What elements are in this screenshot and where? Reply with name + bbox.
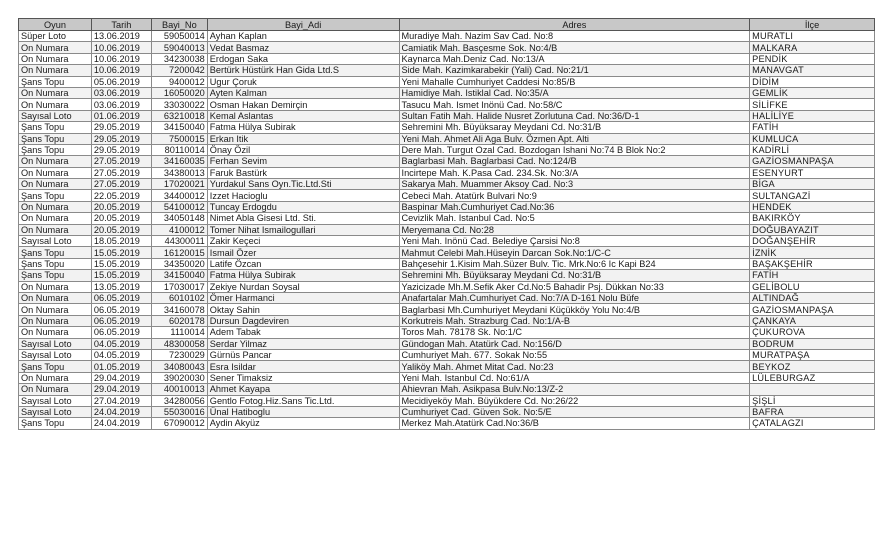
table-row — [19, 349, 875, 360]
bayi-adi-cell: Erdogan Saka — [207, 53, 399, 64]
column-header-ilce: İlçe — [750, 19, 875, 31]
table-row — [19, 315, 875, 326]
bayi-adi-cell: Ferhan Sevim — [207, 156, 399, 167]
oyun-cell: On Numara — [19, 327, 92, 338]
bayi-adi-cell: Fatma Hülya Subirak — [207, 122, 399, 133]
bayi-no-cell: 7200042 — [151, 65, 207, 76]
tarih-cell: 24.04.2019 — [91, 406, 151, 417]
ilce-cell: BAKIRKÖY — [750, 213, 875, 224]
oyun-cell: Sayısal Loto — [19, 110, 92, 121]
bayi-no-cell: 7500015 — [151, 133, 207, 144]
adres-cell: Yaliköy Mah. Ahmet Mitat Cad. No:23 — [399, 361, 750, 372]
bayi-no-cell: 34150040 — [151, 270, 207, 281]
tarih-cell: 29.04.2019 — [91, 372, 151, 383]
ilce-cell: BODRUM — [750, 338, 875, 349]
bayi-no-cell: 34160078 — [151, 304, 207, 315]
oyun-cell: Şans Topu — [19, 144, 92, 155]
adres-cell: Baglarbasi Mh.Cumhuriyet Meydani Küçükköy Yolu No:4/B — [399, 304, 750, 315]
table-row — [19, 53, 875, 64]
bayi-no-cell: 55030016 — [151, 406, 207, 417]
bayi-adi-cell: Gentlo Fotog.Hiz.Sans Tic.Ltd. — [207, 395, 399, 406]
table-row — [19, 327, 875, 338]
oyun-cell: Sayısal Loto — [19, 406, 92, 417]
adres-cell: Baglarbasi Mah. Baglarbasi Cad. No:124/B — [399, 156, 750, 167]
adres-cell: Anafartalar Mah.Cumhuriyet Cad. No:7/A D-161 Nolu Büfe — [399, 292, 750, 303]
table-row — [19, 270, 875, 281]
tarih-cell: 15.05.2019 — [91, 247, 151, 258]
adres-cell: Mahmut Celebi Mah.Hüseyin Darcan Sok.No:1/C-C — [399, 247, 750, 258]
tarih-cell: 10.06.2019 — [91, 65, 151, 76]
oyun-cell: On Numara — [19, 384, 92, 395]
tarih-cell: 22.05.2019 — [91, 190, 151, 201]
table-row — [19, 292, 875, 303]
ilce-cell — [750, 384, 875, 395]
tarih-cell: 29.05.2019 — [91, 133, 151, 144]
table-row — [19, 361, 875, 372]
ilce-cell: İZNİK — [750, 247, 875, 258]
bayi-adi-cell: Zekiye Nurdan Soysal — [207, 281, 399, 292]
table-row — [19, 156, 875, 167]
ilce-cell: MALKARA — [750, 42, 875, 53]
tarih-cell: 03.06.2019 — [91, 87, 151, 98]
adres-cell: Sehremini Mh. Büyüksaray Meydani Cd. No:31/B — [399, 122, 750, 133]
bayi-adi-cell: Serdar Yilmaz — [207, 338, 399, 349]
table-row — [19, 224, 875, 235]
tarih-cell: 20.05.2019 — [91, 224, 151, 235]
ilce-cell: DİDİM — [750, 76, 875, 87]
oyun-cell: On Numara — [19, 156, 92, 167]
adres-cell: Muradiye Mah. Nazim Sav Cad. No:8 — [399, 31, 750, 42]
bayi-no-cell: 67090012 — [151, 418, 207, 429]
bayi-adi-cell: Zakir Keçeci — [207, 236, 399, 247]
tarih-cell: 06.05.2019 — [91, 292, 151, 303]
ilce-cell: FATİH — [750, 270, 875, 281]
bayi-no-cell: 48300058 — [151, 338, 207, 349]
bayi-adi-cell: Sener Timaksiz — [207, 372, 399, 383]
ilce-cell: ÇUKUROVA — [750, 327, 875, 338]
tarih-cell: 29.05.2019 — [91, 144, 151, 155]
oyun-cell: On Numara — [19, 315, 92, 326]
adres-cell: Gündogan Mah. Atatürk Cad. No:156/D — [399, 338, 750, 349]
tarih-cell: 05.06.2019 — [91, 76, 151, 87]
adres-cell: Korkutreis Mah. Strazburg Cad. No:1/A-B — [399, 315, 750, 326]
bayi-no-cell: 34380013 — [151, 167, 207, 178]
oyun-cell: Şans Topu — [19, 122, 92, 133]
adres-cell: Sehremini Mh. Büyüksaray Meydani Cd. No:31/B — [399, 270, 750, 281]
ilce-cell: MURATPAŞA — [750, 349, 875, 360]
oyun-cell: On Numara — [19, 42, 92, 53]
bayi-no-cell: 1110014 — [151, 327, 207, 338]
bayi-adi-cell: Dursun Dagdeviren — [207, 315, 399, 326]
bayi-adi-cell: Ahmet Kayapa — [207, 384, 399, 395]
oyun-cell: Şans Topu — [19, 258, 92, 269]
ilce-cell: ESENYURT — [750, 167, 875, 178]
adres-cell: Side Mah. Kazimkarabekir (Yali) Cad. No:21/1 — [399, 65, 750, 76]
adres-cell: Yeni Mah. Inönü Cad. Belediye Çarsisi No:8 — [399, 236, 750, 247]
bayi-no-cell: 16120015 — [151, 247, 207, 258]
bayi-adi-cell: Esra Isildar — [207, 361, 399, 372]
table-row — [19, 304, 875, 315]
bayi-no-cell: 39020030 — [151, 372, 207, 383]
adres-cell: Yeni Mahalle Cumhuriyet Caddesi No:85/B — [399, 76, 750, 87]
header-row — [19, 19, 875, 31]
tarih-cell: 20.05.2019 — [91, 201, 151, 212]
bayi-adi-cell: Ayten Kalman — [207, 87, 399, 98]
table-row — [19, 133, 875, 144]
tarih-cell: 27.05.2019 — [91, 179, 151, 190]
bayi-adi-cell: Ismail Özer — [207, 247, 399, 258]
table-row — [19, 418, 875, 429]
adres-cell: Incirtepe Mah. K.Pasa Cad. 234.Sk. No:3/A — [399, 167, 750, 178]
bayi-no-cell: 59050014 — [151, 31, 207, 42]
ilce-cell: ŞİŞLİ — [750, 395, 875, 406]
oyun-cell: On Numara — [19, 179, 92, 190]
tarih-cell: 04.05.2019 — [91, 338, 151, 349]
ilce-cell: KUMLUCA — [750, 133, 875, 144]
oyun-cell: Şans Topu — [19, 133, 92, 144]
bayi-adi-cell: Tomer Nihat Ismailogullari — [207, 224, 399, 235]
bayi-no-cell: 34350020 — [151, 258, 207, 269]
bayi-adi-cell: Latife Özcan — [207, 258, 399, 269]
oyun-cell: On Numara — [19, 372, 92, 383]
ilce-cell: BAŞAKŞEHİR — [750, 258, 875, 269]
table-body — [19, 31, 875, 430]
tarih-cell: 15.05.2019 — [91, 258, 151, 269]
bayi-adi-cell: Erkan Itik — [207, 133, 399, 144]
bayi-no-cell: 6010102 — [151, 292, 207, 303]
bayi-no-cell: 34150040 — [151, 122, 207, 133]
ilce-cell: GAZİOSMANPAŞA — [750, 304, 875, 315]
tarih-cell: 04.05.2019 — [91, 349, 151, 360]
tarih-cell: 01.06.2019 — [91, 110, 151, 121]
ilce-cell: HALİLİYE — [750, 110, 875, 121]
table-row — [19, 99, 875, 110]
table-row — [19, 110, 875, 121]
table-row — [19, 201, 875, 212]
tarih-cell: 13.06.2019 — [91, 31, 151, 42]
bayi-adi-cell: Izzet Hacioglu — [207, 190, 399, 201]
bayi-no-cell: 34050148 — [151, 213, 207, 224]
oyun-cell: Şans Topu — [19, 247, 92, 258]
bayi-no-cell: 40010013 — [151, 384, 207, 395]
tarih-cell: 27.04.2019 — [91, 395, 151, 406]
table-row — [19, 406, 875, 417]
adres-cell: Toros Mah. 78178 Sk. No:1/C — [399, 327, 750, 338]
oyun-cell: On Numara — [19, 87, 92, 98]
bayi-no-cell: 34280056 — [151, 395, 207, 406]
ilce-cell: KADİRLİ — [750, 144, 875, 155]
oyun-cell: On Numara — [19, 99, 92, 110]
bayi-adi-cell: Fatma Hülya Subirak — [207, 270, 399, 281]
bayi-adi-cell: Ömer Harmanci — [207, 292, 399, 303]
table-row — [19, 213, 875, 224]
bayi-no-cell: 44300011 — [151, 236, 207, 247]
bayi-adi-cell: Faruk Bastürk — [207, 167, 399, 178]
oyun-cell: On Numara — [19, 224, 92, 235]
bayi-no-cell: 59040013 — [151, 42, 207, 53]
tarih-cell: 29.04.2019 — [91, 384, 151, 395]
column-header-adres: Adres — [399, 19, 750, 31]
bayi-adi-cell: Bertürk Hüstürk Han Gida Ltd.S — [207, 65, 399, 76]
ilce-cell: BAFRA — [750, 406, 875, 417]
adres-cell: Merkez Mah.Atatürk Cad.No:36/B — [399, 418, 750, 429]
tarih-cell: 15.05.2019 — [91, 270, 151, 281]
ilce-cell: ÇANKAYA — [750, 315, 875, 326]
tarih-cell: 03.06.2019 — [91, 99, 151, 110]
adres-cell: Mecidiyeköy Mah. Büyükdere Cd. No:26/22 — [399, 395, 750, 406]
bayi-no-cell: 17030017 — [151, 281, 207, 292]
adres-cell: Cebeci Mah. Atatürk Bulvari No:9 — [399, 190, 750, 201]
bayi-adi-cell: Osman Hakan Demirçin — [207, 99, 399, 110]
column-header-bayi-adi: Bayi_Adi — [207, 19, 399, 31]
oyun-cell: On Numara — [19, 281, 92, 292]
bayi-no-cell: 54100012 — [151, 201, 207, 212]
ilce-cell: DOĞANŞEHİR — [750, 236, 875, 247]
tarih-cell: 18.05.2019 — [91, 236, 151, 247]
oyun-cell: Şans Topu — [19, 418, 92, 429]
bayi-adi-cell: Oktay Sahin — [207, 304, 399, 315]
bayi-adi-cell: Nimet Abla Gisesi Ltd. Sti. — [207, 213, 399, 224]
bayi-no-cell: 33030022 — [151, 99, 207, 110]
ilce-cell: BEYKOZ — [750, 361, 875, 372]
ilce-cell: DOĞUBAYAZIT — [750, 224, 875, 235]
tarih-cell: 10.06.2019 — [91, 53, 151, 64]
tarih-cell: 29.05.2019 — [91, 122, 151, 133]
bayi-adi-cell: Kemal Aslantas — [207, 110, 399, 121]
adres-cell: Baspinar Mah.Cumhuriyet Cad.No:36 — [399, 201, 750, 212]
ilce-cell: ALTINDAĞ — [750, 292, 875, 303]
ilce-cell: SULTANGAZİ — [750, 190, 875, 201]
adres-cell: Yazicizade Mh.M.Sefik Aker Cd.No:5 Bahadir Psj. Dükkan No:33 — [399, 281, 750, 292]
bayi-no-cell: 6020178 — [151, 315, 207, 326]
adres-cell: Cumhuriyet Cad. Güven Sok. No:5/E — [399, 406, 750, 417]
oyun-cell: Şans Topu — [19, 270, 92, 281]
table-row — [19, 87, 875, 98]
table-row — [19, 179, 875, 190]
adres-cell: Yeni Mah. Ahmet Ali Aga Bulv. Özmen Apt. Alti — [399, 133, 750, 144]
tarih-cell: 10.06.2019 — [91, 42, 151, 53]
bayi-no-cell: 7230029 — [151, 349, 207, 360]
bayi-adi-cell: Ayhan Kaplan — [207, 31, 399, 42]
table-row — [19, 42, 875, 53]
table-row — [19, 65, 875, 76]
oyun-cell: Sayısal Loto — [19, 349, 92, 360]
table-row — [19, 122, 875, 133]
table-row — [19, 31, 875, 42]
table-row — [19, 258, 875, 269]
tarih-cell: 06.05.2019 — [91, 327, 151, 338]
tarih-cell: 01.05.2019 — [91, 361, 151, 372]
oyun-cell: Şans Topu — [19, 76, 92, 87]
ilce-cell: BİGA — [750, 179, 875, 190]
adres-cell: Hamidiye Mah. Istiklal Cad. No:35/A — [399, 87, 750, 98]
adres-cell: Tasucu Mah. Ismet Inönü Cad. No:58/C — [399, 99, 750, 110]
bayi-adi-cell: Gürnüs Pancar — [207, 349, 399, 360]
oyun-cell: On Numara — [19, 213, 92, 224]
tarih-cell: 20.05.2019 — [91, 213, 151, 224]
oyun-cell: On Numara — [19, 167, 92, 178]
bayi-no-cell: 63210018 — [151, 110, 207, 121]
adres-cell: Cumhuriyet Mah. 677. Sokak No:55 — [399, 349, 750, 360]
tarih-cell: 13.05.2019 — [91, 281, 151, 292]
table-row — [19, 372, 875, 383]
oyun-cell: On Numara — [19, 53, 92, 64]
column-header-bayi-no: Bayi_No — [151, 19, 207, 31]
tarih-cell: 24.04.2019 — [91, 418, 151, 429]
bayi-no-cell: 34400012 — [151, 190, 207, 201]
ilce-cell: SİLİFKE — [750, 99, 875, 110]
ilce-cell: PENDİK — [750, 53, 875, 64]
bayi-no-cell: 16050020 — [151, 87, 207, 98]
bayi-no-cell: 34160035 — [151, 156, 207, 167]
table-row — [19, 144, 875, 155]
bayi-adi-cell: Yurdakul Sans Oyn.Tic.Ltd.Sti — [207, 179, 399, 190]
bayi-no-cell: 34080043 — [151, 361, 207, 372]
table-row — [19, 384, 875, 395]
bayi-adi-cell: Adem Tabak — [207, 327, 399, 338]
oyun-cell: On Numara — [19, 304, 92, 315]
table-row — [19, 395, 875, 406]
table-row — [19, 338, 875, 349]
ilce-cell: GELİBOLU — [750, 281, 875, 292]
table-row — [19, 76, 875, 87]
bayi-adi-cell: Tuncay Erdogdu — [207, 201, 399, 212]
ilce-cell: MANAVGAT — [750, 65, 875, 76]
bayi-no-cell: 4100012 — [151, 224, 207, 235]
bayi-no-cell: 80110014 — [151, 144, 207, 155]
adres-cell: Ahievran Mah. Asikpasa Bulv.No:13/Z-2 — [399, 384, 750, 395]
adres-cell: Bahçesehir 1.Kisim Mah.Süzer Bulv. Tic. Mrk.No:6 Ic Kapi B24 — [399, 258, 750, 269]
oyun-cell: Sayısal Loto — [19, 236, 92, 247]
column-header-oyun: Oyun — [19, 19, 92, 31]
oyun-cell: Sayısal Loto — [19, 395, 92, 406]
tarih-cell: 06.05.2019 — [91, 315, 151, 326]
adres-cell: Meryemana Cd. No:28 — [399, 224, 750, 235]
oyun-cell: Süper Loto — [19, 31, 92, 42]
adres-cell: Sakarya Mah. Muammer Aksoy Cad. No:3 — [399, 179, 750, 190]
bayi-adi-cell: Aydin Akyüz — [207, 418, 399, 429]
tarih-cell: 27.05.2019 — [91, 167, 151, 178]
table-row — [19, 167, 875, 178]
oyun-cell: Şans Topu — [19, 361, 92, 372]
ilce-cell: FATİH — [750, 122, 875, 133]
oyun-cell: Şans Topu — [19, 190, 92, 201]
bayi-adi-cell: Ünal Hatiboglu — [207, 406, 399, 417]
bayi-no-cell: 34230038 — [151, 53, 207, 64]
oyun-cell: On Numara — [19, 292, 92, 303]
adres-cell: Dere Mah. Turgut Ozal Cad. Bozdogan Ishani No:74 B Blok No:2 — [399, 144, 750, 155]
ilce-cell: HENDEK — [750, 201, 875, 212]
adres-cell: Cevizlik Mah. Istanbul Cad. No:5 — [399, 213, 750, 224]
results-table — [18, 18, 875, 430]
adres-cell: Sultan Fatih Mah. Halide Nusret Zorlutuna Cad. No:36/D-1 — [399, 110, 750, 121]
table-row — [19, 190, 875, 201]
ilce-cell: GAZİOSMANPAŞA — [750, 156, 875, 167]
table-row — [19, 247, 875, 258]
table-row — [19, 236, 875, 247]
table-row — [19, 281, 875, 292]
tarih-cell: 06.05.2019 — [91, 304, 151, 315]
column-header-tarih: Tarih — [91, 19, 151, 31]
bayi-adi-cell: Önay Özil — [207, 144, 399, 155]
oyun-cell: Sayısal Loto — [19, 338, 92, 349]
adres-cell: Yeni Mah. Istanbul Cd. No:61/A — [399, 372, 750, 383]
bayi-adi-cell: Vedat Basmaz — [207, 42, 399, 53]
ilce-cell: GEMLİK — [750, 87, 875, 98]
ilce-cell: MURATLI — [750, 31, 875, 42]
bayi-no-cell: 17020021 — [151, 179, 207, 190]
adres-cell: Kaynarca Mah.Deniz Cad. No:13/A — [399, 53, 750, 64]
bayi-adi-cell: Ugur Çoruk — [207, 76, 399, 87]
ilce-cell: LÜLEBURGAZ — [750, 372, 875, 383]
oyun-cell: On Numara — [19, 201, 92, 212]
adres-cell: Camiatik Mah. Basçesme Sok. No:4/B — [399, 42, 750, 53]
bayi-no-cell: 9400012 — [151, 76, 207, 87]
tarih-cell: 27.05.2019 — [91, 156, 151, 167]
ilce-cell: ÇATALAGZI — [750, 418, 875, 429]
oyun-cell: On Numara — [19, 65, 92, 76]
